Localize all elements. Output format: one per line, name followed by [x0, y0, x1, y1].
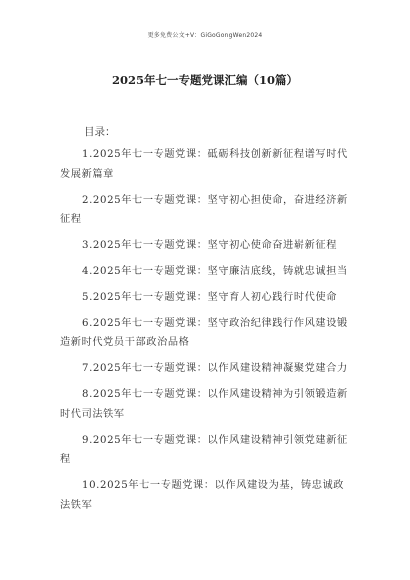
- toc-heading: 目录：: [84, 126, 116, 138]
- toc-item-9[interactable]: 9.2025年七一专题党课：以作风建设精神引领党建新征程: [60, 434, 348, 466]
- toc-item-4[interactable]: 4.2025年七一专题党课：坚守廉洁底线，铸就忠诚担当: [82, 265, 348, 277]
- toc-item-8[interactable]: 8.2025年七一专题党课：以作风建设精神为引领锻造新时代司法铁军: [60, 388, 348, 420]
- toc-item-1[interactable]: 1.2025年七一专题党课：砥砺科技创新新征程谱写时代发展新篇章: [60, 149, 348, 180]
- document-title: 2025年七一专题党课汇编（10篇）: [111, 73, 298, 87]
- header-note: 更多免费公文+V：GiGoGongWen2024: [147, 32, 263, 39]
- toc-item-2[interactable]: 2.2025年七一专题党课：坚守初心担使命，奋进经济新征程: [60, 194, 348, 226]
- toc-item-3[interactable]: 3.2025年七一专题党课：坚守初心使命奋进崭新征程: [82, 240, 337, 252]
- toc-item-7[interactable]: 7.2025年七一专题党课：以作风建设精神凝聚党建合力: [82, 363, 348, 375]
- table-of-contents: [60, 145, 352, 522]
- toc-item-5[interactable]: 5.2025年七一专题党课：坚守育人初心践行时代使命: [82, 291, 337, 303]
- toc-item-6[interactable]: 6.2025年七一专题党课：坚守政治纪律践行作风建设锻造新时代党员干部政治品格: [60, 317, 348, 349]
- toc-item-10[interactable]: 10.2025年七一专题党课：以作风建设为基，铸忠诚政法铁军: [60, 480, 345, 511]
